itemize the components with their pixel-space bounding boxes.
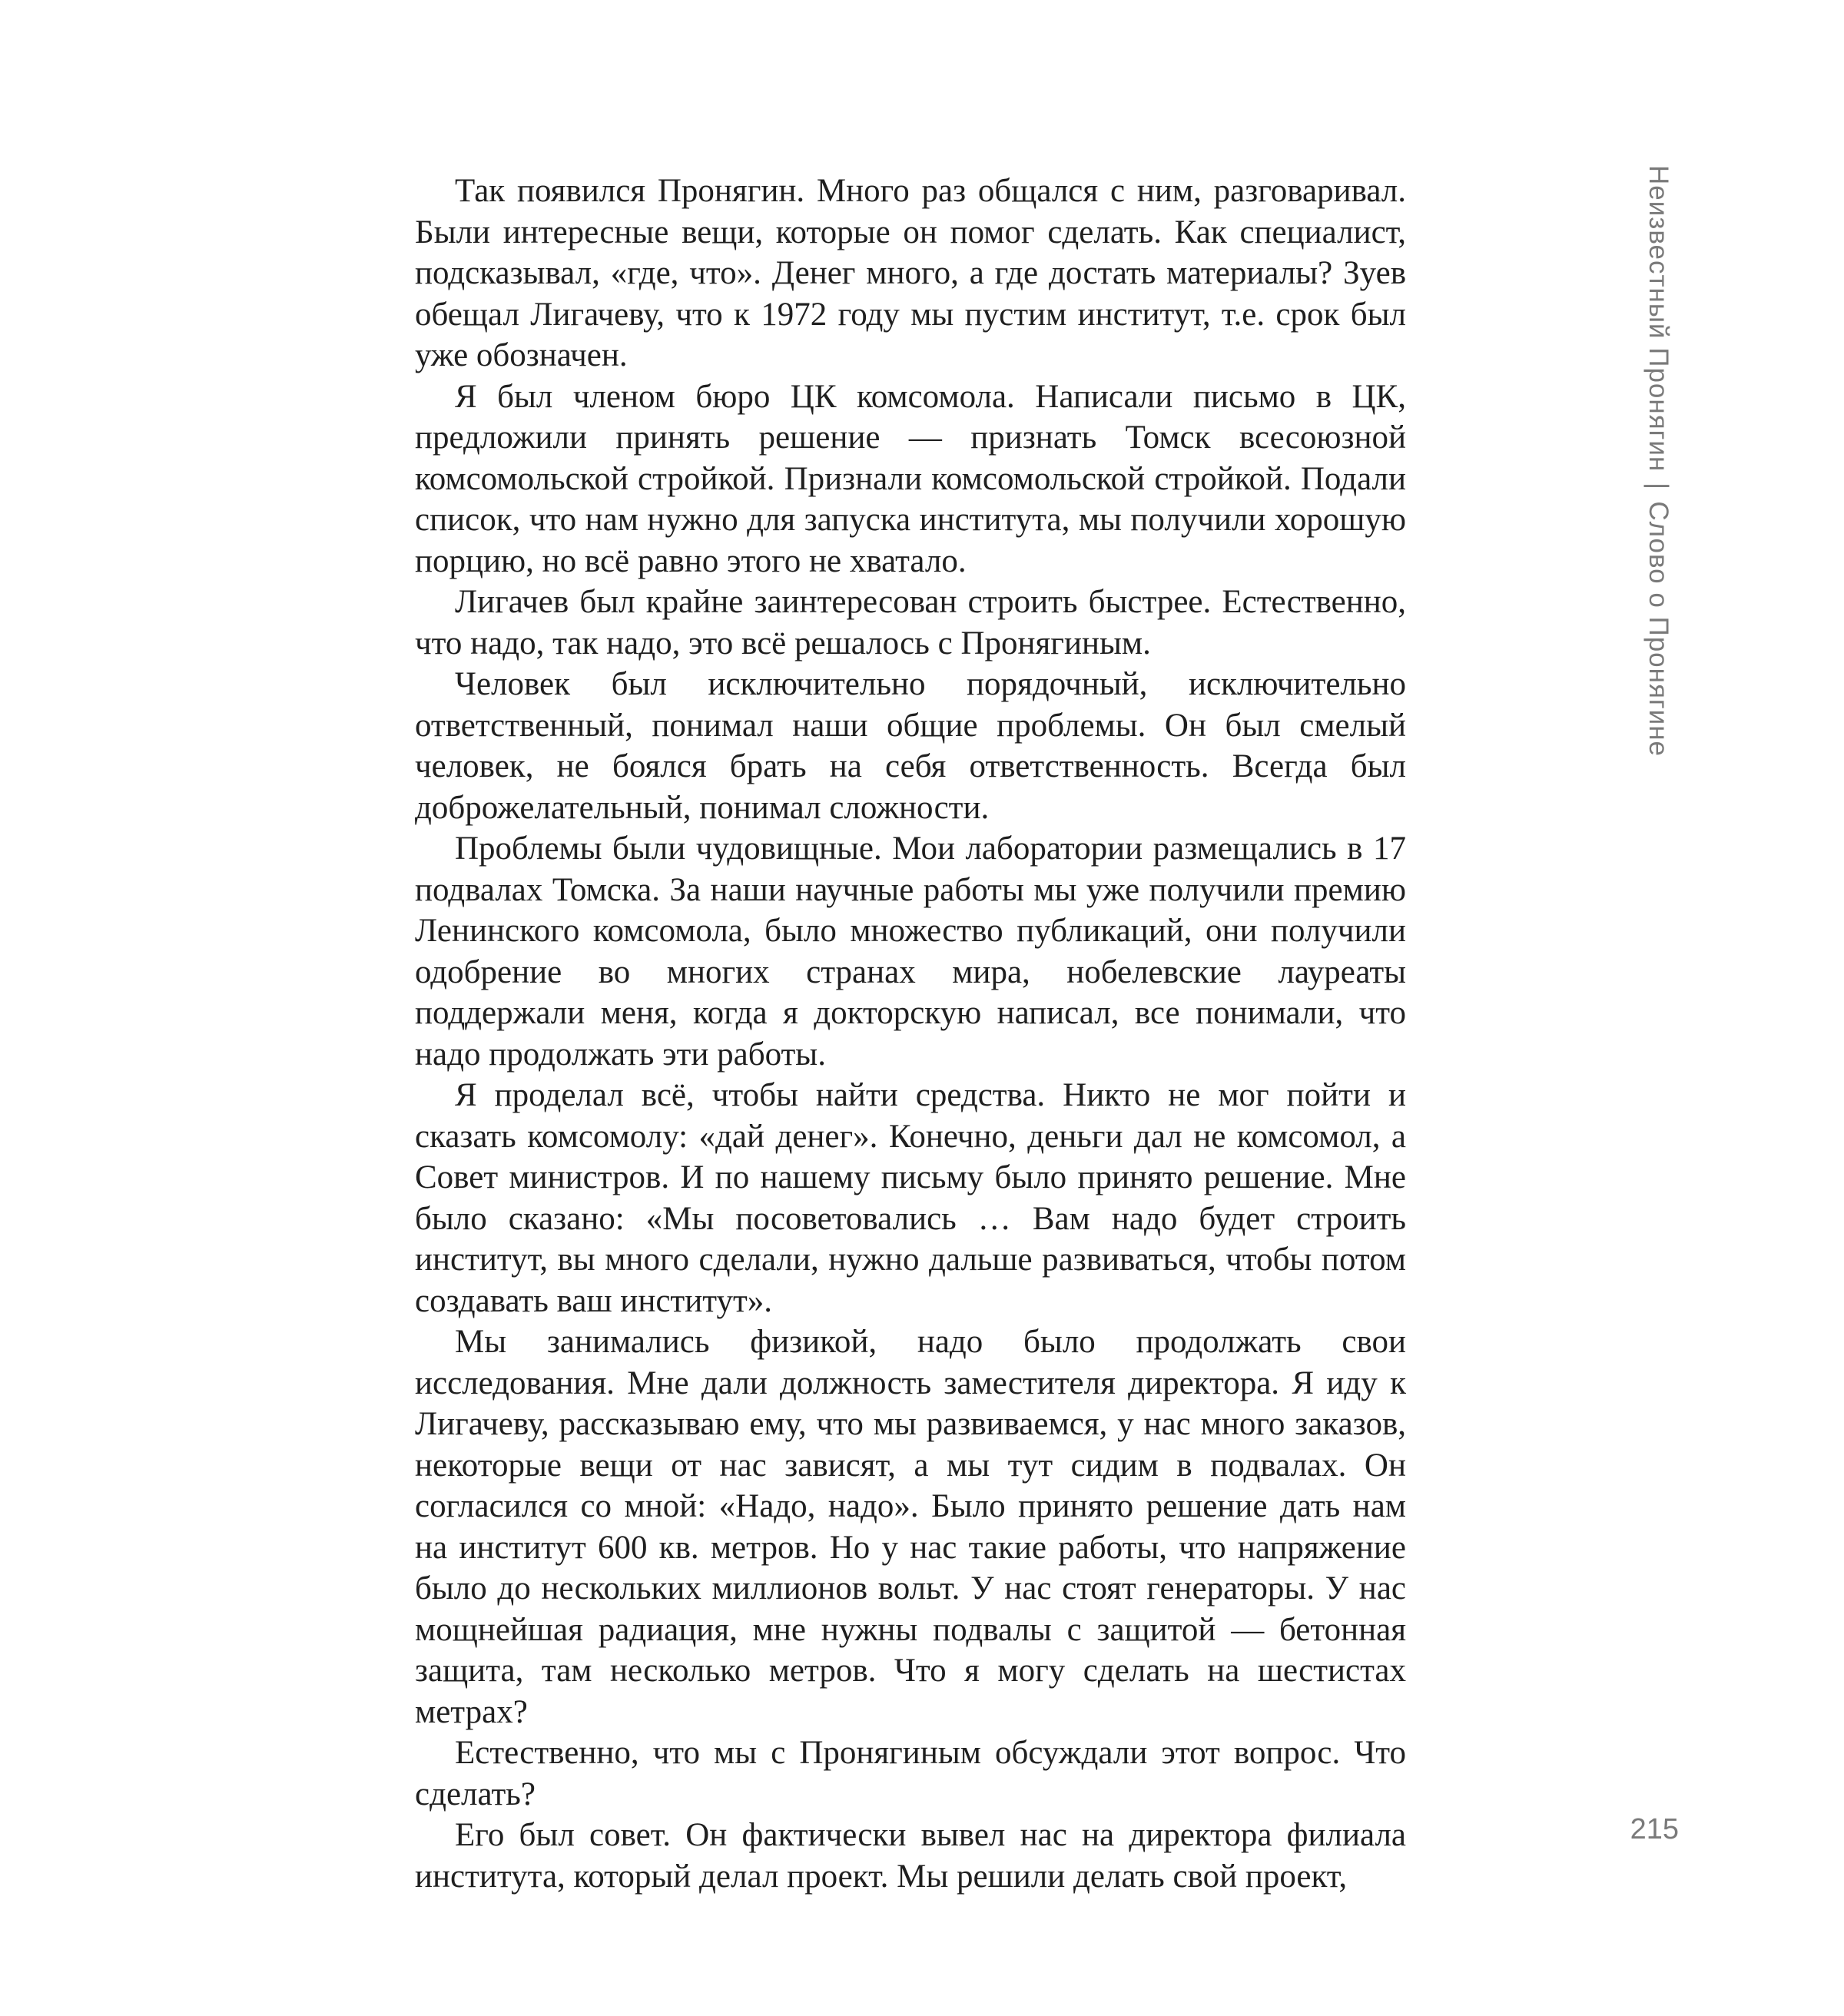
running-head	[1635, 165, 1681, 757]
paragraph: Человек был исключительно порядочный, исключительно ответственный, понимал наши общие проблемы. Он был смелый человек, не боялся брать на себя ответственность. Всегда был доброжелательный, понимал сложности.	[415, 666, 1406, 826]
paragraph: Лигачев был крайне заинтересован строить быстрее. Естественно, что надо, так надо, это всё решалось с Пронягиным.	[415, 584, 1406, 662]
running-head-section-title: Слово о Пронягине	[1643, 501, 1673, 758]
paragraph: Проблемы были чудовищные. Мои лаборатории размещались в 17 подвалах Томска. За наши научные работы мы уже получили премию Ленинского комсомола, было множество публикаций, они получили одобрение во многих странах мира, нобелевские лауреаты поддержали меня, когда я докторскую написал, все понимали, что надо продолжать эти работы.	[415, 831, 1406, 1073]
paragraph: Я был членом бюро ЦК комсомола. Написали письмо в ЦК, предложили принять решение — признать Томск всесоюзной комсомольской стройкой. Признали комсомольской стройкой. Подали список, что нам нужно для запуска института, мы получили хорошую порцию, но всё равно этого не хватало.	[415, 378, 1406, 579]
paragraph: Естественно, что мы с Пронягиным обсуждали этот вопрос. Что сделать?	[415, 1735, 1406, 1812]
paragraph: Я проделал всё, чтобы найти средства. Никто не мог пойти и сказать комсомолу: «дай денег». Конечно, деньги дал не комсомол, а Совет министров. И по нашему письму было принято решение. Мне было сказано: «Мы посоветовались … Вам надо будет строить институт, вы много сделали, нужно дальше развиваться, чтобы потом создавать ваш институт».	[415, 1077, 1406, 1319]
paragraph: Мы занимались физикой, надо было продолжать свои исследования. Мне дали должность заместителя директора. Я иду к Лигачеву, рассказываю ему, что мы развиваемся, у нас много заказов, некоторые вещи от нас зависят, а мы тут сидим в подвалах. Он согласился со мной: «Надо, надо». Было принято решение дать нам на институт 600 кв. метров. Но у нас такие работы, что напряжение было до нескольких миллионов вольт. У нас стоят генераторы. У нас мощнейшая радиация, мне нужны подвалы с защитой — бетонная защита, там несколько метров. Что я могу сделать на шестистах метрах?	[415, 1324, 1406, 1730]
running-head-book-title: Неизвестный Пронягин	[1643, 165, 1673, 472]
paragraph: Так появился Пронягин. Много раз общался с ним, разговаривал. Были интересные вещи, которые он помог сделать. Как специалист, подсказывал, «где, что». Денег много, а где достать материалы? Зуев обещал Лигачеву, что к 1972 году мы пустим институт, т.е. срок был уже обозначен.	[415, 173, 1406, 373]
page-number: 215	[1630, 1813, 1679, 1845]
paragraph: Его был совет. Он фактически вывел нас на директора филиала института, который делал проект. Мы решили делать свой проект,	[415, 1817, 1406, 1895]
running-head-separator: |	[1643, 482, 1673, 491]
body-text	[415, 171, 1406, 1897]
